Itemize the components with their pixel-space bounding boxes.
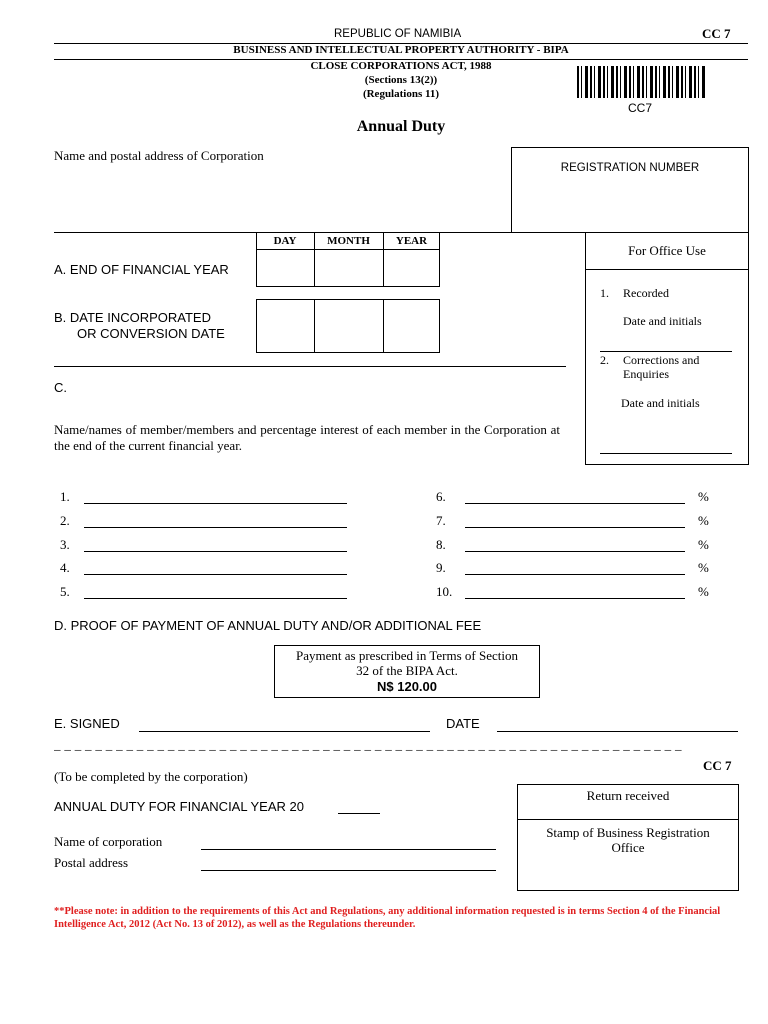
registration-number-box[interactable] [511, 147, 749, 233]
percent-sign: % [698, 560, 709, 575]
member-number: 4. [60, 560, 70, 575]
stamp-label-1: Stamp of Business Registration [546, 825, 710, 840]
members-instructions: Name/names of member/members and percentage interest of each member in the Corporation at the end of the current financial year. [54, 422, 560, 453]
slip-form-code: CC 7 [703, 758, 732, 773]
incorporation-year-field[interactable] [384, 300, 439, 352]
footnote: **Please note: in addition to the requirements of this Act and Regulations, any additional information requested is in terms Section 4 of the Financial Intelligence Act, 2012 (Act No. 13 of 2012), as well as the Regulations thereunder. [54, 906, 721, 930]
payment-line-2: 32 of the BIPA Act. [356, 663, 458, 678]
date-line[interactable] [497, 731, 738, 732]
slip-note: (To be completed by the corporation) [54, 769, 248, 784]
office-use-rule [585, 269, 749, 270]
postal-address-label: Postal address [54, 855, 129, 870]
office-item-2-num: 2. [600, 353, 609, 367]
name-of-corporation-field[interactable] [201, 849, 496, 850]
republic-label: REPUBLIC OF NAMIBIA [334, 28, 462, 40]
sections-label: (Sections 13(2)) [364, 74, 438, 86]
member-number: 2. [60, 513, 70, 528]
date-label: DATE [446, 716, 480, 731]
office-item-2-line[interactable] [600, 453, 732, 454]
registration-number-label: REGISTRATION NUMBER [560, 162, 700, 174]
payment-box [274, 645, 540, 698]
office-item-1-label: Recorded [623, 286, 669, 300]
form-code: CC 7 [702, 26, 731, 41]
name-of-corporation-label: Name of corporation [54, 834, 163, 849]
member-number: 9. [436, 560, 446, 575]
corp-address-label: Name and postal address of Corporation [54, 148, 264, 163]
tear-off-dashed-line: _ _ _ _ _ _ _ _ _ _ _ _ _ _ _ _ _ _ _ _ _ _ _ _ _ _ _ _ _ _ _ _ _ _ _ _ _ _ _ _ _ _ _ _ _ _ _ _ _ _ _ _ _ _ _ _ _ _ _ _ _ [54, 737, 682, 752]
member-interest-field[interactable] [465, 527, 685, 528]
office-use-box [585, 232, 749, 465]
office-item-2-sub: Date and initials [621, 396, 700, 410]
member-number: 6. [436, 489, 446, 504]
member-name-field[interactable] [84, 551, 347, 552]
section-b-label-2: OR CONVERSION DATE [77, 326, 225, 341]
office-item-1-sub: Date and initials [623, 314, 702, 328]
section-e-label: E. SIGNED [54, 716, 120, 731]
signature-line[interactable] [139, 731, 430, 732]
return-received-label: Return received [586, 788, 670, 803]
member-number: 8. [436, 537, 446, 552]
act-label: CLOSE CORPORATIONS ACT, 1988 [310, 60, 492, 72]
office-item-2-label-2: Enquiries [623, 367, 669, 381]
regulations-label: (Regulations 11) [362, 88, 440, 100]
page-title: Annual Duty [356, 118, 446, 135]
stamp-label-2: Office [611, 840, 645, 855]
return-received-rule [517, 819, 739, 820]
barcode-image [577, 66, 707, 98]
incorporation-day-field[interactable] [257, 300, 313, 352]
member-number: 5. [60, 584, 70, 599]
percent-sign: % [698, 513, 709, 528]
annual-duty-year-label: ANNUAL DUTY FOR FINANCIAL YEAR 20 [54, 799, 304, 814]
office-item-1-num: 1. [600, 286, 609, 300]
member-interest-field[interactable] [465, 503, 685, 504]
incorporation-month-field[interactable] [315, 300, 382, 352]
financial-year-year-field[interactable] [384, 250, 439, 286]
office-use-title: For Office Use [628, 243, 706, 258]
year-header: YEAR [395, 235, 428, 247]
return-received-box [517, 784, 739, 891]
day-header: DAY [273, 235, 297, 247]
month-header: MONTH [327, 235, 370, 247]
section-c-label: C. [54, 380, 67, 395]
section-c-rule [54, 366, 566, 367]
member-interest-field[interactable] [465, 551, 685, 552]
percent-sign: % [698, 537, 709, 552]
member-number: 10. [436, 584, 453, 599]
member-number: 7. [436, 513, 446, 528]
member-name-field[interactable] [84, 598, 347, 599]
barcode-label: CC7 [628, 101, 653, 115]
member-number: 3. [60, 537, 70, 552]
member-name-field[interactable] [84, 574, 347, 575]
payment-amount: N$ 120.00 [377, 679, 437, 694]
percent-sign: % [698, 584, 709, 599]
percent-sign: % [698, 489, 709, 504]
member-interest-field[interactable] [465, 574, 685, 575]
office-item-2-label: Corrections and [623, 353, 700, 367]
financial-year-day-field[interactable] [257, 250, 313, 286]
member-name-field[interactable] [84, 527, 347, 528]
section-a-label: A. END OF FINANCIAL YEAR [54, 262, 229, 277]
member-number: 1. [60, 489, 70, 504]
section-d-label: D. PROOF OF PAYMENT OF ANNUAL DUTY AND/OR ADDITIONAL FEE [54, 618, 482, 633]
financial-year-month-field[interactable] [315, 250, 382, 286]
payment-line-1: Payment as prescribed in Terms of Section [296, 648, 518, 663]
section-b-label: B. DATE INCORPORATED [54, 310, 211, 325]
financial-year-field[interactable] [338, 813, 380, 814]
authority-label: BUSINESS AND INTELLECTUAL PROPERTY AUTHORITY - BIPA [233, 44, 569, 56]
postal-address-field[interactable] [201, 870, 496, 871]
member-name-field[interactable] [84, 503, 347, 504]
office-item-1-line[interactable] [600, 351, 732, 352]
member-interest-field[interactable] [465, 598, 685, 599]
